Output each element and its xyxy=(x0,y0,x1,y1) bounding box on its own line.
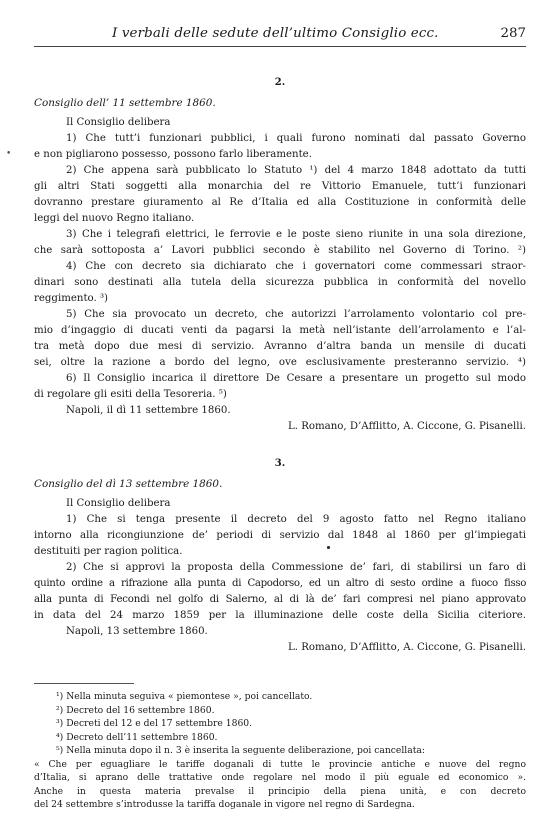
text-line: 2) Che si approvi la proposta della Commessione de’ fari, di stabilirsi un faro di xyxy=(66,562,526,573)
text-line: tra metà dopo due mesi di servizio. Avranno d’altra banda un mensile di ducati xyxy=(34,341,526,352)
text-line: 5) Che sia provocato un decreto, che autorizzi l’arrolamento volontario col pre- xyxy=(66,309,526,320)
text-line: dovranno prestare giuramento al Re d’Italia ed alla Costituzione in conformità delle xyxy=(34,197,526,208)
date-line: Napoli, il dì 11 settembre 1860. xyxy=(66,405,231,416)
footnote: ⁴) Decreto dell’11 settembre 1860. xyxy=(56,731,218,743)
footnote: ³) Decreti del 12 e del 17 settembre 1860. xyxy=(56,718,253,729)
running-title: I verbali delle sedute dell’ultimo Consiglio ecc. xyxy=(112,26,439,41)
text-line: quinto ordine a rifrazione alla punta di Capodorso, ed un altro di sesto ordine a fuoco fisso xyxy=(34,578,526,589)
stray-dot xyxy=(327,546,330,549)
footnote: ¹) Nella minuta seguiva « piemontese », poi cancellato. xyxy=(56,691,313,702)
intro-line: Il Consiglio delibera xyxy=(66,498,171,509)
text-line: in data del 24 marzo 1859 per la illuminazione delle coste della Sicilia citeriore. xyxy=(34,610,526,621)
section-heading: Consiglio dell’ 11 settembre 1860. xyxy=(34,97,216,109)
running-header xyxy=(34,24,526,47)
section-number: 3. xyxy=(274,458,286,469)
text-line: dinari sono destinati alla tutela della sicurezza pubblica in conformità del novello xyxy=(34,277,526,288)
page-number: 287 xyxy=(500,26,526,41)
section-number: 2. xyxy=(274,77,286,88)
text-line: mio d’ingaggio di ducati venti da pagarsi la metà nell’istante dell’arrolamento e l’al- xyxy=(34,325,526,336)
footnote-continuation: « Che per eguagliare le tariffe doganali di tutte le provincie antiche e nuove del regno xyxy=(34,758,526,770)
text-line: di regolare gli esiti della Tesoreria. ⁵) xyxy=(34,389,227,400)
date-line: Napoli, 13 settembre 1860. xyxy=(66,626,208,637)
section-2 xyxy=(34,75,526,435)
footnote-continuation: del 24 settembre s’introdusse la tariffa doganale in vigore nel regno di Sardegna. xyxy=(34,799,415,810)
text-line: 2) Che appena sarà pubblicato lo Statuto ¹) del 4 marzo 1848 adottato da tutti xyxy=(66,165,526,176)
text-line: 3) Che i telegrafi elettrici, le ferrovie e le poste sieno riunite in una sola direzione, xyxy=(66,229,526,240)
footnote-continuation: d’Italia, si aprano delle trattative onde regolare nel modo il più eguale ed economico ». xyxy=(34,772,526,783)
text-line: 1) Che si tenga presente il decreto del 9 agosto fatto nel Regno italiano xyxy=(66,514,526,525)
text-line: destituiti per ragion politica. xyxy=(34,546,183,557)
text-line: gli altri Stati soggetti alla monarchia del re Vittorio Emanuele, tutt’i funzionari xyxy=(34,181,526,192)
text-line: leggi del nuovo Regno italiano. xyxy=(34,213,195,224)
text-line: 1) Che tutt’i funzionari pubblici, i quali furono nominati dal passato Governo xyxy=(66,133,526,144)
text-line: reggimento. ³) xyxy=(34,293,109,304)
text-line: 6) Il Consiglio incarica il direttore De Cesare a presentare un progetto sul modo xyxy=(66,373,526,384)
margin-mark: • xyxy=(6,149,12,159)
footnote: ⁵) Nella minuta dopo il n. 3 è inserita la seguente deliberazione, poi cancellata: xyxy=(56,745,425,756)
section-heading: Consiglio del dì 13 settembre 1860. xyxy=(34,478,223,490)
section-3 xyxy=(34,456,526,656)
footnote-rule xyxy=(34,683,134,684)
text-line: alla punta di Fecondi nel golfo di Salerno, al di là de’ fari compresi nel piano approvato xyxy=(34,594,526,605)
text-line: e non pigliarono possesso, possono farlo liberamente. xyxy=(34,149,312,160)
text-line: 4) Che con decreto sia dichiarato che i governatori come commessari straor- xyxy=(66,261,526,272)
text-line: che sarà sottoposta a’ Lavori pubblici secondo è stabilito nel Governo di Torino. ²) xyxy=(34,245,526,256)
footnotes xyxy=(34,683,526,812)
text-line: sei, oltre la razione a bordo del legno, ove esclusivamente presteranno servizio. ⁴) xyxy=(34,357,526,368)
footnote: ²) Decreto del 16 settembre 1860. xyxy=(56,704,215,716)
signature-line: L. Romano, D’Afflitto, A. Ciccone, G. Pisanelli. xyxy=(287,642,526,653)
text-line: intorno alla ricongiunzione de’ periodi di servizio dal 1848 al 1860 per gl’impiegati xyxy=(34,530,526,541)
footnote-continuation: Anche in questa materia prevalse il principio della piena unità, e con decreto xyxy=(34,785,526,797)
intro-line: Il Consiglio delibera xyxy=(66,117,171,128)
signature-line: L. Romano, D’Afflitto, A. Ciccone, G. Pisanelli. xyxy=(287,421,526,432)
